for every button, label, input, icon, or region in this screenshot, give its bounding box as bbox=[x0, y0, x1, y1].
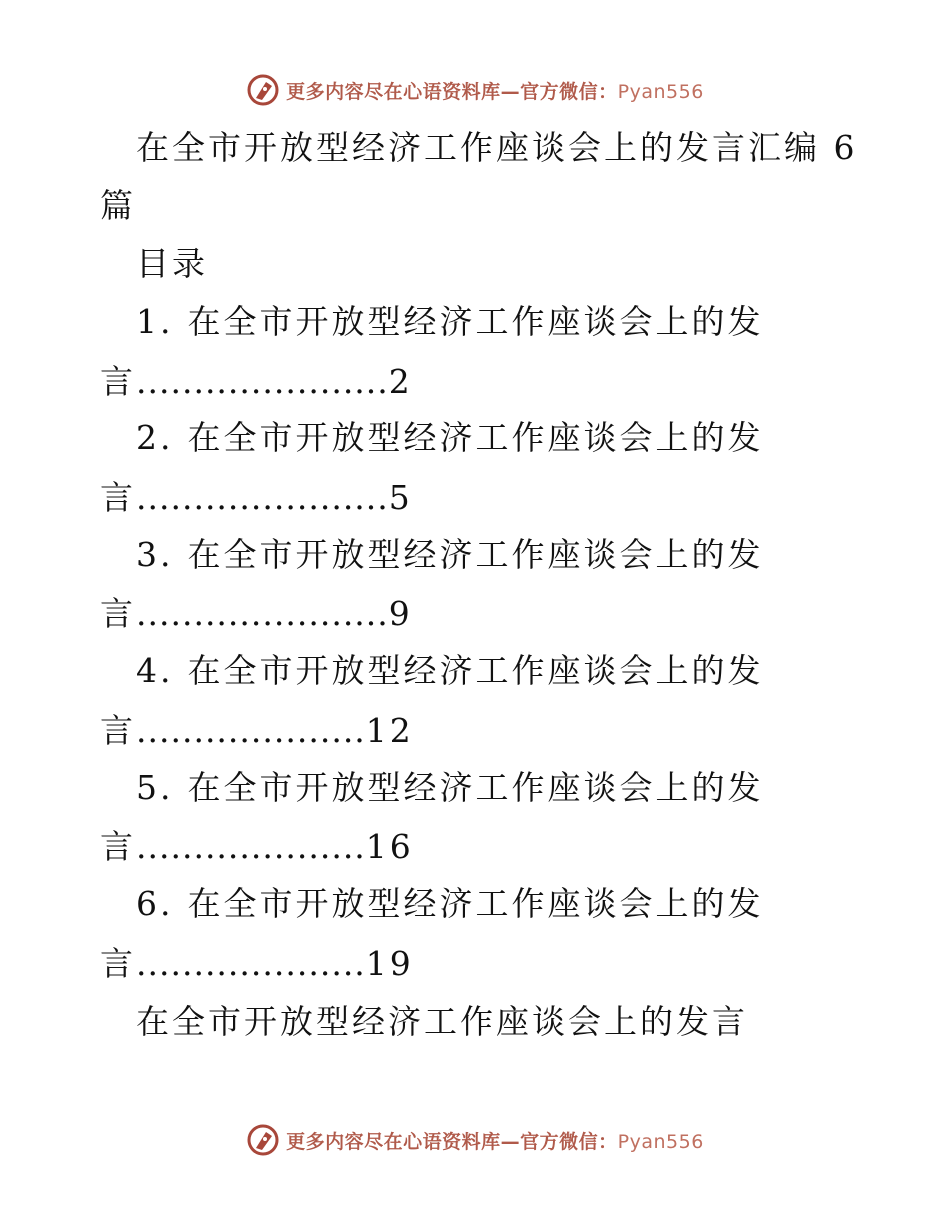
toc-heading: 目录 bbox=[136, 244, 208, 283]
toc-number: 6. bbox=[136, 884, 174, 923]
toc-entry-3[interactable] bbox=[136, 535, 764, 575]
document-title-continued: 篇 bbox=[100, 186, 136, 225]
banner-text: 更多内容尽在心语资料库—官方微信：Pyan556 bbox=[286, 1130, 704, 1153]
toc-title: 在全市开放型经济工作座谈会上的发 bbox=[187, 418, 764, 457]
toc-leader-dots: ...................... bbox=[136, 362, 389, 401]
toc-entry-2-tail[interactable] bbox=[100, 478, 413, 518]
toc-entry-4[interactable] bbox=[136, 651, 764, 691]
toc-title: 在全市开放型经济工作座谈会上的发 bbox=[187, 768, 764, 807]
pen-nib-logo-icon bbox=[246, 73, 280, 107]
toc-number: 4. bbox=[136, 651, 174, 690]
toc-title: 在全市开放型经济工作座谈会上的发 bbox=[187, 535, 764, 574]
toc-leader-dots: .................... bbox=[136, 827, 366, 866]
toc-title: 在全市开放型经济工作座谈会上的发 bbox=[187, 884, 764, 923]
toc-page-number: 16 bbox=[365, 827, 414, 866]
toc-title-tail: 言 bbox=[100, 944, 136, 983]
toc-number: 3. bbox=[136, 535, 174, 574]
toc-page-number: 5 bbox=[388, 478, 413, 517]
toc-title-tail: 言 bbox=[100, 827, 136, 866]
toc-title-tail: 言 bbox=[100, 478, 136, 517]
document-title: 在全市开放型经济工作座谈会上的发言汇编 6 bbox=[136, 128, 858, 167]
toc-entry-2[interactable] bbox=[136, 418, 764, 458]
banner-text: 更多内容尽在心语资料库—官方微信：Pyan556 bbox=[286, 80, 704, 103]
toc-leader-dots: ...................... bbox=[136, 594, 389, 633]
wechat-id: Pyan556 bbox=[617, 1130, 704, 1153]
toc-entry-6[interactable] bbox=[136, 884, 764, 924]
toc-entry-1-tail[interactable] bbox=[100, 362, 413, 402]
toc-number: 5. bbox=[136, 768, 174, 807]
toc-entry-3-tail[interactable] bbox=[100, 594, 413, 634]
toc-leader-dots: .................... bbox=[136, 944, 366, 983]
toc-title: 在全市开放型经济工作座谈会上的发 bbox=[187, 651, 764, 690]
toc-entry-1[interactable] bbox=[136, 302, 764, 342]
toc-title: 在全市开放型经济工作座谈会上的发 bbox=[187, 302, 764, 341]
wechat-id: Pyan556 bbox=[617, 80, 704, 103]
toc-number: 2. bbox=[136, 418, 174, 457]
footer-banner bbox=[0, 1120, 950, 1160]
toc-title-tail: 言 bbox=[100, 362, 136, 401]
toc-page-number: 2 bbox=[388, 362, 413, 401]
toc-leader-dots: ...................... bbox=[136, 478, 389, 517]
section-heading: 在全市开放型经济工作座谈会上的发言 bbox=[136, 1002, 748, 1041]
toc-entry-4-tail[interactable] bbox=[100, 711, 414, 751]
toc-leader-dots: .................... bbox=[136, 711, 366, 750]
toc-page-number: 19 bbox=[365, 944, 414, 983]
toc-title-tail: 言 bbox=[100, 711, 136, 750]
toc-entry-6-tail[interactable] bbox=[100, 944, 414, 984]
toc-number: 1. bbox=[136, 302, 174, 341]
toc-entry-5-tail[interactable] bbox=[100, 827, 414, 867]
toc-entry-5[interactable] bbox=[136, 768, 764, 808]
toc-title-tail: 言 bbox=[100, 594, 136, 633]
toc-page-number: 12 bbox=[365, 711, 414, 750]
header-banner bbox=[0, 70, 950, 110]
pen-nib-logo-icon bbox=[246, 1123, 280, 1157]
toc-page-number: 9 bbox=[388, 594, 413, 633]
